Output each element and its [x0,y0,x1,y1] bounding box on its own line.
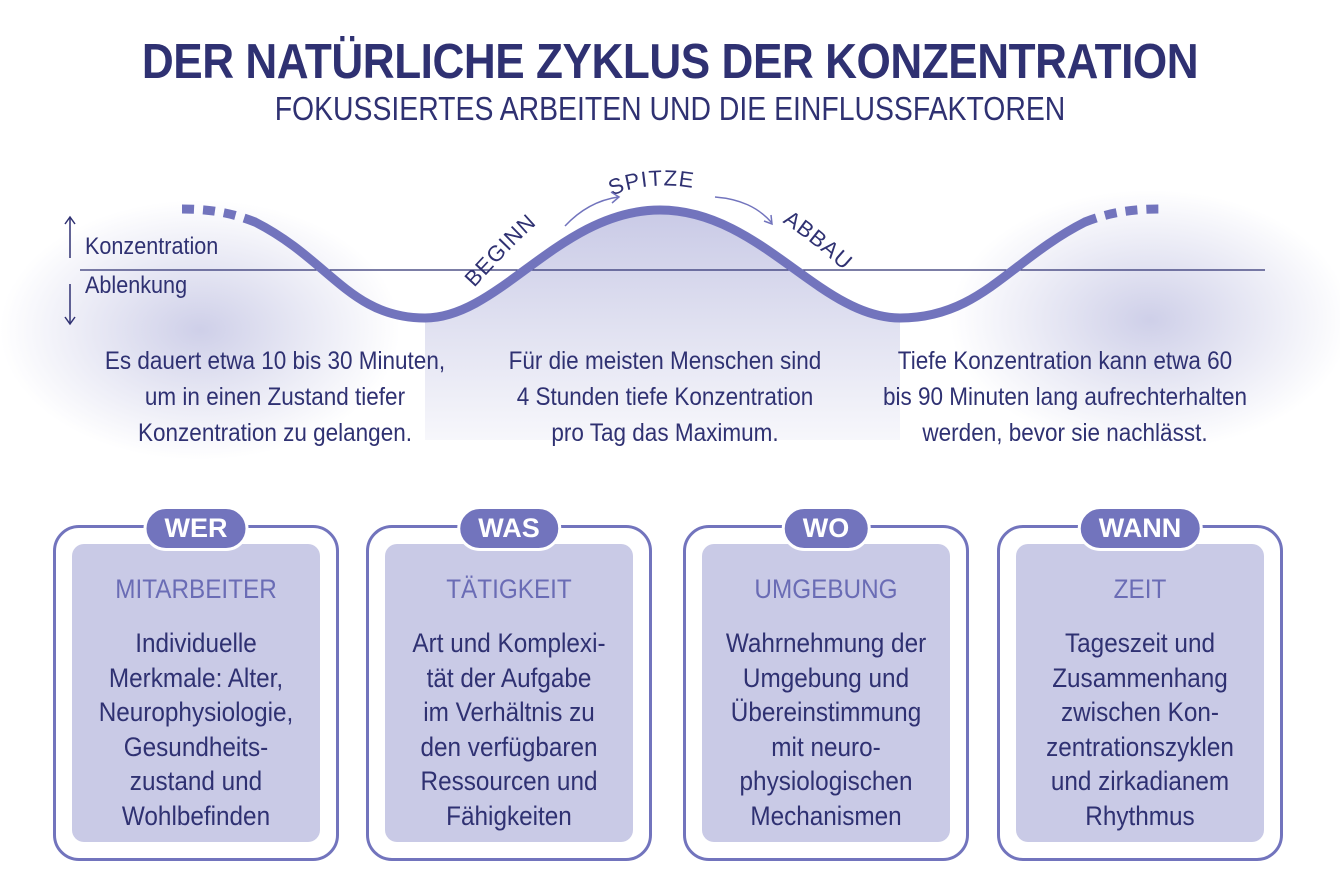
phase-label-peak: SPITZE [604,165,697,201]
card-text: Wahrnehmung der Umgebung und Übereinstimmung mit neuro- physiologischen Mechanismen [725,628,927,831]
phase-label-begin: BEGINN [459,208,541,292]
description-decline: Tiefe Konzentration kann etwa 60 bis 90 Minuten lang aufrechterhalten werden, bevor sie nachlässt. [883,347,1247,447]
card-tag: WER [144,506,249,551]
phase-label-decline: ABBAU [779,205,858,275]
card-heading: MITARBEITER [115,574,277,604]
axis-label-concentration: Konzentration [85,233,219,260]
card-tag: WAS [457,506,561,551]
description-begin: Es dauert etwa 10 bis 30 Minuten, um in einen Zustand tiefer Konzentration zu gelangen. [104,347,446,447]
factor-card-what [366,513,652,861]
factor-card-who [53,513,339,861]
card-heading: UMGEBUNG [754,574,898,604]
card-text: Tageszeit und Zusammenhang zwischen Kon- zentrationszyklen und zirkadianem Rhythmus [1046,628,1234,831]
page-subtitle: FOKUSSIERTES ARBEITEN UND DIE EINFLUSSFAKTOREN [274,90,1066,127]
card-text: Art und Komplexi- tät der Aufgabe im Verhältnis zu den verfügbaren Ressourcen und Fähigkeiten [412,628,606,831]
card-panel [702,544,950,842]
factor-card-when [997,513,1283,861]
axis-label-distraction: Ablenkung [85,272,188,299]
card-text: Individuelle Merkmale: Alter, Neurophysiologie, Gesundheits- zustand und Wohlbefinden [98,628,294,831]
card-heading: ZEIT [1113,574,1167,604]
card-tag: WO [782,506,871,551]
card-heading: TÄTIGKEIT [446,574,572,604]
page-title: DER NATÜRLICHE ZYKLUS DER KONZENTRATION [141,35,1199,89]
card-panel [1016,544,1264,842]
card-panel [72,544,320,842]
card-panel [385,544,633,842]
description-peak: Für die meisten Menschen sind 4 Stunden tiefe Konzentration pro Tag das Maximum. [508,347,822,447]
factor-card-where [683,513,969,861]
card-tag: WANN [1078,506,1203,551]
